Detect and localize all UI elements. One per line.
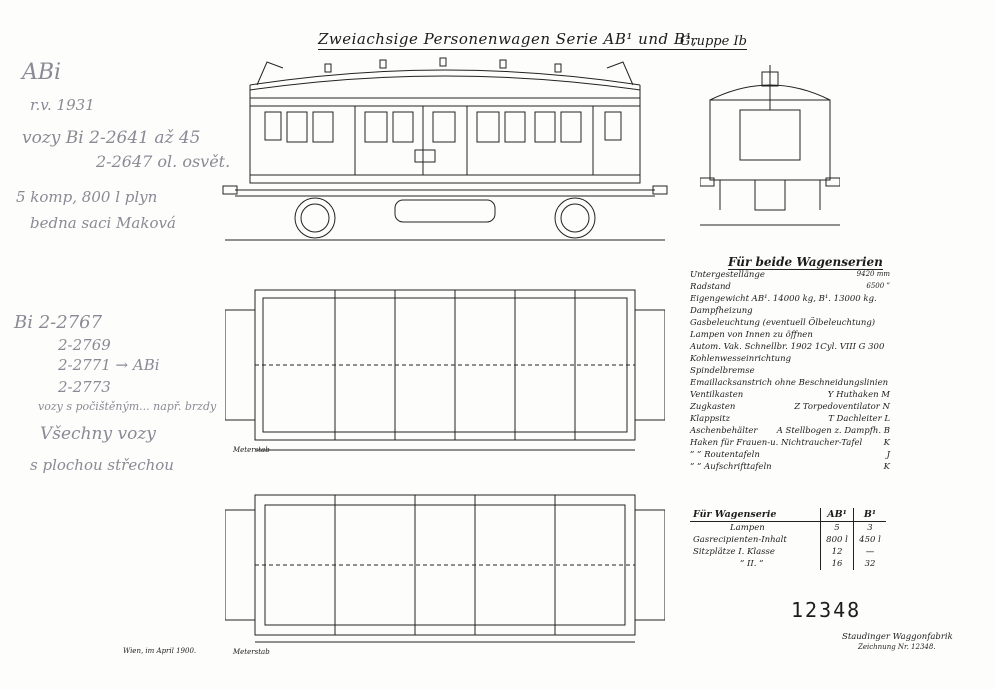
spec-row: Klappsitz T Dachleiter L: [690, 414, 890, 424]
table-row: Gasrecipienten-Inhalt 800 l 450 l: [690, 534, 886, 546]
table-row: Lampen 5 3: [690, 522, 886, 535]
note-line: ABi: [22, 60, 62, 85]
note-line: 2-2773: [58, 378, 111, 396]
spec-row: Gasbeleuchtung (eventuell Ölbeleuchtung): [690, 318, 876, 328]
table-header: Für Wagenserie: [690, 508, 821, 522]
table-row: ” II. ” 16 32: [690, 558, 886, 570]
group-label: Gruppe Ib: [680, 34, 747, 49]
table-header: B¹: [854, 508, 887, 522]
scale-label: Meterstab: [233, 648, 270, 656]
note-line: 2-2771 → ABi: [58, 356, 160, 374]
drawing-number: 12348: [791, 598, 862, 622]
table-header: AB¹: [821, 508, 854, 522]
spec-row: ” ” Aufschrifttafeln K: [690, 462, 890, 472]
note-line: vozy s počištěným... např. brzdy: [38, 400, 217, 413]
drawing-title: Zweiachsige Personenwagen Serie AB¹ und B¹,: [318, 30, 698, 48]
maker-sub-label: Zeichnung Nr. 12348.: [858, 643, 936, 651]
spec-row: Haken für Frauen-u. Nichtraucher-Tafel K: [690, 438, 890, 448]
spec-row: Autom. Vak. Schnellbr. 1902 1Cyl. VIII G 300: [690, 342, 885, 352]
maker-label: Staudinger Waggonfabrik: [842, 632, 953, 642]
spec-row: Lampen von Innen zu öffnen: [690, 330, 813, 340]
spec-row: Kohlenwesseinrichtung: [690, 354, 792, 364]
spec-row: Zugkasten Z Torpedoventilator N: [690, 402, 890, 412]
spec-row: Spindelbremse: [690, 366, 755, 376]
note-line: s plochou střechou: [30, 456, 174, 474]
spec-row: Radstand 6500 ”: [690, 282, 890, 292]
end-elevation-drawing: [700, 60, 840, 250]
spec-row: Dampfheizung: [690, 306, 753, 316]
note-line: 2-2769: [58, 336, 111, 354]
note-line: bedna saci Maková: [30, 214, 176, 232]
floor-plan-drawing: [225, 270, 665, 480]
spec-row: Aschenbehälter A Stellbogen z. Dampfh. B: [690, 426, 890, 436]
specs-title: Für beide Wagenserien: [728, 255, 883, 269]
note-line: Bi 2-2767: [14, 312, 103, 333]
note-line: vozy Bi 2-2641 až 45: [22, 128, 201, 148]
spec-row: Untergestellänge 9420 mm: [690, 270, 890, 280]
spec-row: ” ” Routentafeln J: [690, 450, 890, 460]
side-elevation-drawing: [205, 50, 675, 250]
spec-row: Ventilkasten Y Huthaken M: [690, 390, 890, 400]
scale-label: Meterstab: [233, 446, 270, 454]
table-row: Sitzplätze I. Klasse 12 —: [690, 546, 886, 558]
note-line: r.v. 1931: [30, 96, 95, 114]
specs-list: [690, 270, 890, 474]
note-line: 2-2647 ol. osvět.: [96, 152, 231, 171]
spec-row: Eigengewicht AB¹. 14000 kg, B¹. 13000 kg.: [690, 294, 877, 304]
underframe-plan-drawing: [225, 480, 665, 650]
date-note: Wien, im April 1900.: [123, 647, 197, 655]
note-line: Všechny vozy: [40, 424, 156, 444]
note-line: 5 komp, 800 l plyn: [16, 188, 158, 206]
wagon-series-table: [690, 508, 886, 570]
spec-row: Emaillacksanstrich ohne Beschneidungslinien: [690, 378, 889, 388]
